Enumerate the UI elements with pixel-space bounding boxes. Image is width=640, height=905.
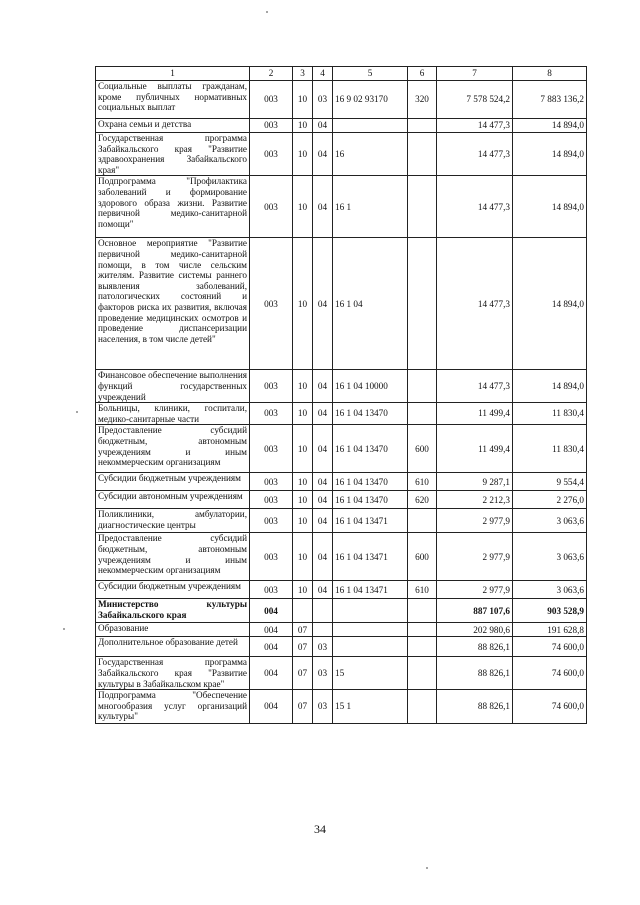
scan-speck: [76, 411, 78, 413]
table-row: [96, 509, 587, 533]
header-row: [96, 67, 587, 81]
table-row: [96, 690, 587, 724]
row-name-cell: Поликлиники, амбулатории, диагностические центры: [96, 509, 250, 533]
row-cell-5: 16 1: [333, 176, 408, 238]
row-cell-2: 003: [250, 533, 293, 581]
table-row: [96, 238, 587, 370]
scan-speck: [266, 11, 268, 13]
row-cell-3: 07: [293, 637, 313, 657]
row-cell-6: [408, 637, 437, 657]
row-cell-5: 16 1 04: [333, 238, 408, 370]
row-cell-7: 11 499,4: [437, 403, 513, 425]
row-cell-3: 10: [293, 119, 313, 133]
row-cell-2: 003: [250, 509, 293, 533]
row-cell-2: 004: [250, 637, 293, 657]
row-cell-6: [408, 690, 437, 724]
row-cell-3: [293, 599, 313, 623]
row-cell-7: 88 826,1: [437, 690, 513, 724]
row-cell-5: 16 1 04 13471: [333, 533, 408, 581]
row-cell-4: 03: [313, 657, 333, 690]
row-name-cell: Государственная программа Забайкальского края "Развитие культуры в Забайкальском крае": [96, 657, 250, 690]
table-row: [96, 637, 587, 657]
row-cell-5: 16 1 04 13470: [333, 403, 408, 425]
row-cell-7: 202 980,6: [437, 623, 513, 637]
table-row: [96, 133, 587, 176]
row-cell-8: 14 894,0: [513, 119, 587, 133]
row-cell-2: 003: [250, 238, 293, 370]
row-cell-6: 610: [408, 581, 437, 599]
row-cell-6: [408, 238, 437, 370]
row-cell-3: 10: [293, 370, 313, 403]
row-cell-6: 620: [408, 491, 437, 509]
row-name-cell: Подпрограмма "Профилактика заболеваний и формирование здорового образа жизни. Развитие первичной медико-санитарной помощи": [96, 176, 250, 238]
table-body: [96, 81, 587, 724]
row-name-cell: Основное мероприятие "Развитие первичной медико-санитарной помощи, в том числе сельским жителям. Развитие системы раннего выявления заболеваний, патологических состояний и факторов риска их развития, включая проведение медицинских осмотров и проведение диспансеризации населения, в том числе детей": [96, 238, 250, 370]
row-cell-5: 16 1 04 13470: [333, 491, 408, 509]
table-row: [96, 657, 587, 690]
row-name-cell: Предоставление субсидий бюджетным, автономным учреждениям и иным некоммерческим организациям: [96, 533, 250, 581]
row-cell-7: 2 977,9: [437, 581, 513, 599]
table-row: [96, 403, 587, 425]
row-cell-6: [408, 176, 437, 238]
row-cell-5: 16 1 04 13471: [333, 509, 408, 533]
row-cell-7: 887 107,6: [437, 599, 513, 623]
row-cell-2: 003: [250, 425, 293, 473]
row-cell-5: 16 1 04 13471: [333, 581, 408, 599]
row-cell-7: 14 477,3: [437, 176, 513, 238]
row-name-cell: Социальные выплаты гражданам, кроме публичных нормативных социальных выплат: [96, 81, 250, 119]
row-cell-3: 10: [293, 533, 313, 581]
row-cell-7: 14 477,3: [437, 119, 513, 133]
row-name-cell: Финансовое обеспечение выполнения функций государственных учреждений: [96, 370, 250, 403]
table-row: [96, 81, 587, 119]
row-cell-2: 003: [250, 473, 293, 491]
table-row: [96, 533, 587, 581]
row-cell-6: [408, 623, 437, 637]
row-name-cell: Министерство культуры Забайкальского края: [96, 599, 250, 623]
budget-table: [95, 66, 587, 724]
row-cell-8: 9 554,4: [513, 473, 587, 491]
row-cell-2: 004: [250, 623, 293, 637]
table-row: [96, 425, 587, 473]
row-name-cell: Предоставление субсидий бюджетным, автономным учреждениям и иным некоммерческим организациям: [96, 425, 250, 473]
row-cell-2: 003: [250, 176, 293, 238]
row-name-cell: Образование: [96, 623, 250, 637]
row-cell-2: 003: [250, 81, 293, 119]
row-cell-3: 07: [293, 657, 313, 690]
row-cell-3: 10: [293, 473, 313, 491]
row-cell-8: 14 894,0: [513, 176, 587, 238]
row-cell-7: 9 287,1: [437, 473, 513, 491]
row-cell-3: 07: [293, 690, 313, 724]
row-name-cell: Подпрограмма "Обеспечение многообразия услуг организаций культуры": [96, 690, 250, 724]
row-cell-5: 16: [333, 133, 408, 176]
row-cell-4: [313, 599, 333, 623]
table-row: [96, 119, 587, 133]
row-cell-2: 003: [250, 119, 293, 133]
row-cell-2: 003: [250, 491, 293, 509]
row-cell-7: 2 212,3: [437, 491, 513, 509]
row-cell-6: [408, 133, 437, 176]
row-cell-3: 10: [293, 403, 313, 425]
row-cell-4: 04: [313, 119, 333, 133]
header-cell: 3: [293, 67, 313, 81]
row-name-cell: Дополнительное образование детей: [96, 637, 250, 657]
table-row: [96, 176, 587, 238]
table-row: [96, 599, 587, 623]
row-name-cell: Субсидии автономным учреждениям: [96, 491, 250, 509]
row-cell-5: 16 1 04 13470: [333, 473, 408, 491]
row-cell-8: 74 600,0: [513, 657, 587, 690]
row-cell-5: 15: [333, 657, 408, 690]
row-cell-5: 16 1 04 13470: [333, 425, 408, 473]
row-cell-4: 04: [313, 133, 333, 176]
row-cell-4: 04: [313, 238, 333, 370]
row-cell-8: 74 600,0: [513, 690, 587, 724]
row-cell-3: 10: [293, 509, 313, 533]
row-cell-3: 10: [293, 238, 313, 370]
row-name-cell: Государственная программа Забайкальского края "Развитие здравоохранения Забайкальского края": [96, 133, 250, 176]
header-cell: 2: [250, 67, 293, 81]
header-cell: 8: [513, 67, 587, 81]
table-row: [96, 491, 587, 509]
row-name-cell: Охрана семьи и детства: [96, 119, 250, 133]
row-cell-2: 003: [250, 581, 293, 599]
row-cell-6: [408, 119, 437, 133]
row-cell-4: 03: [313, 690, 333, 724]
row-cell-3: 10: [293, 133, 313, 176]
row-cell-2: 003: [250, 403, 293, 425]
row-cell-7: 2 977,9: [437, 509, 513, 533]
row-cell-5: [333, 119, 408, 133]
row-cell-4: 04: [313, 176, 333, 238]
row-cell-7: 2 977,9: [437, 533, 513, 581]
row-cell-4: 04: [313, 370, 333, 403]
row-cell-6: 600: [408, 425, 437, 473]
row-cell-2: 003: [250, 133, 293, 176]
row-cell-7: 88 826,1: [437, 657, 513, 690]
row-cell-5: [333, 637, 408, 657]
page-number: 34: [314, 822, 326, 836]
row-cell-3: 07: [293, 623, 313, 637]
row-cell-4: 04: [313, 533, 333, 581]
row-cell-7: 11 499,4: [437, 425, 513, 473]
row-cell-8: 3 063,6: [513, 533, 587, 581]
row-cell-4: 04: [313, 509, 333, 533]
scan-speck: [63, 628, 65, 630]
row-cell-5: 15 1: [333, 690, 408, 724]
row-cell-6: [408, 509, 437, 533]
row-cell-8: 191 628,8: [513, 623, 587, 637]
header-cell: 4: [313, 67, 333, 81]
row-cell-8: 14 894,0: [513, 238, 587, 370]
row-cell-4: 04: [313, 473, 333, 491]
row-cell-2: 004: [250, 690, 293, 724]
row-cell-8: 2 276,0: [513, 491, 587, 509]
row-name-cell: Субсидии бюджетным учреждениям: [96, 581, 250, 599]
row-cell-4: 04: [313, 581, 333, 599]
row-cell-8: 903 528,9: [513, 599, 587, 623]
row-cell-8: 3 063,6: [513, 509, 587, 533]
row-cell-6: [408, 599, 437, 623]
row-cell-8: 11 830,4: [513, 425, 587, 473]
row-cell-8: 7 883 136,2: [513, 81, 587, 119]
row-cell-6: 610: [408, 473, 437, 491]
table-row: [96, 581, 587, 599]
header-cell: 5: [333, 67, 408, 81]
scan-speck: [426, 867, 428, 869]
row-cell-3: 10: [293, 81, 313, 119]
table-row: [96, 623, 587, 637]
row-cell-8: 14 894,0: [513, 370, 587, 403]
row-cell-7: 14 477,3: [437, 370, 513, 403]
header-cell: 7: [437, 67, 513, 81]
row-cell-6: [408, 403, 437, 425]
row-cell-2: 004: [250, 599, 293, 623]
row-cell-7: 14 477,3: [437, 133, 513, 176]
row-cell-7: 7 578 524,2: [437, 81, 513, 119]
row-cell-5: 16 9 02 93170: [333, 81, 408, 119]
row-cell-6: 320: [408, 81, 437, 119]
row-name-cell: Субсидии бюджетным учреждениям: [96, 473, 250, 491]
row-cell-8: 11 830,4: [513, 403, 587, 425]
row-cell-8: 14 894,0: [513, 133, 587, 176]
header-cell: 6: [408, 67, 437, 81]
row-cell-4: 03: [313, 81, 333, 119]
row-cell-3: 10: [293, 176, 313, 238]
header-cell: 1: [96, 67, 250, 81]
row-cell-2: 003: [250, 370, 293, 403]
row-cell-6: 600: [408, 533, 437, 581]
row-cell-6: [408, 657, 437, 690]
row-cell-4: [313, 623, 333, 637]
row-cell-5: [333, 623, 408, 637]
row-name-cell: Больницы, клиники, госпитали, медико-санитарные части: [96, 403, 250, 425]
table-row: [96, 370, 587, 403]
row-cell-3: 10: [293, 491, 313, 509]
row-cell-5: [333, 599, 408, 623]
row-cell-3: 10: [293, 425, 313, 473]
row-cell-4: 03: [313, 637, 333, 657]
row-cell-4: 04: [313, 491, 333, 509]
row-cell-4: 04: [313, 403, 333, 425]
row-cell-7: 14 477,3: [437, 238, 513, 370]
row-cell-7: 88 826,1: [437, 637, 513, 657]
row-cell-8: 74 600,0: [513, 637, 587, 657]
row-cell-4: 04: [313, 425, 333, 473]
table-row: [96, 473, 587, 491]
row-cell-6: [408, 370, 437, 403]
row-cell-2: 004: [250, 657, 293, 690]
row-cell-5: 16 1 04 10000: [333, 370, 408, 403]
row-cell-8: 3 063,6: [513, 581, 587, 599]
row-cell-3: 10: [293, 581, 313, 599]
